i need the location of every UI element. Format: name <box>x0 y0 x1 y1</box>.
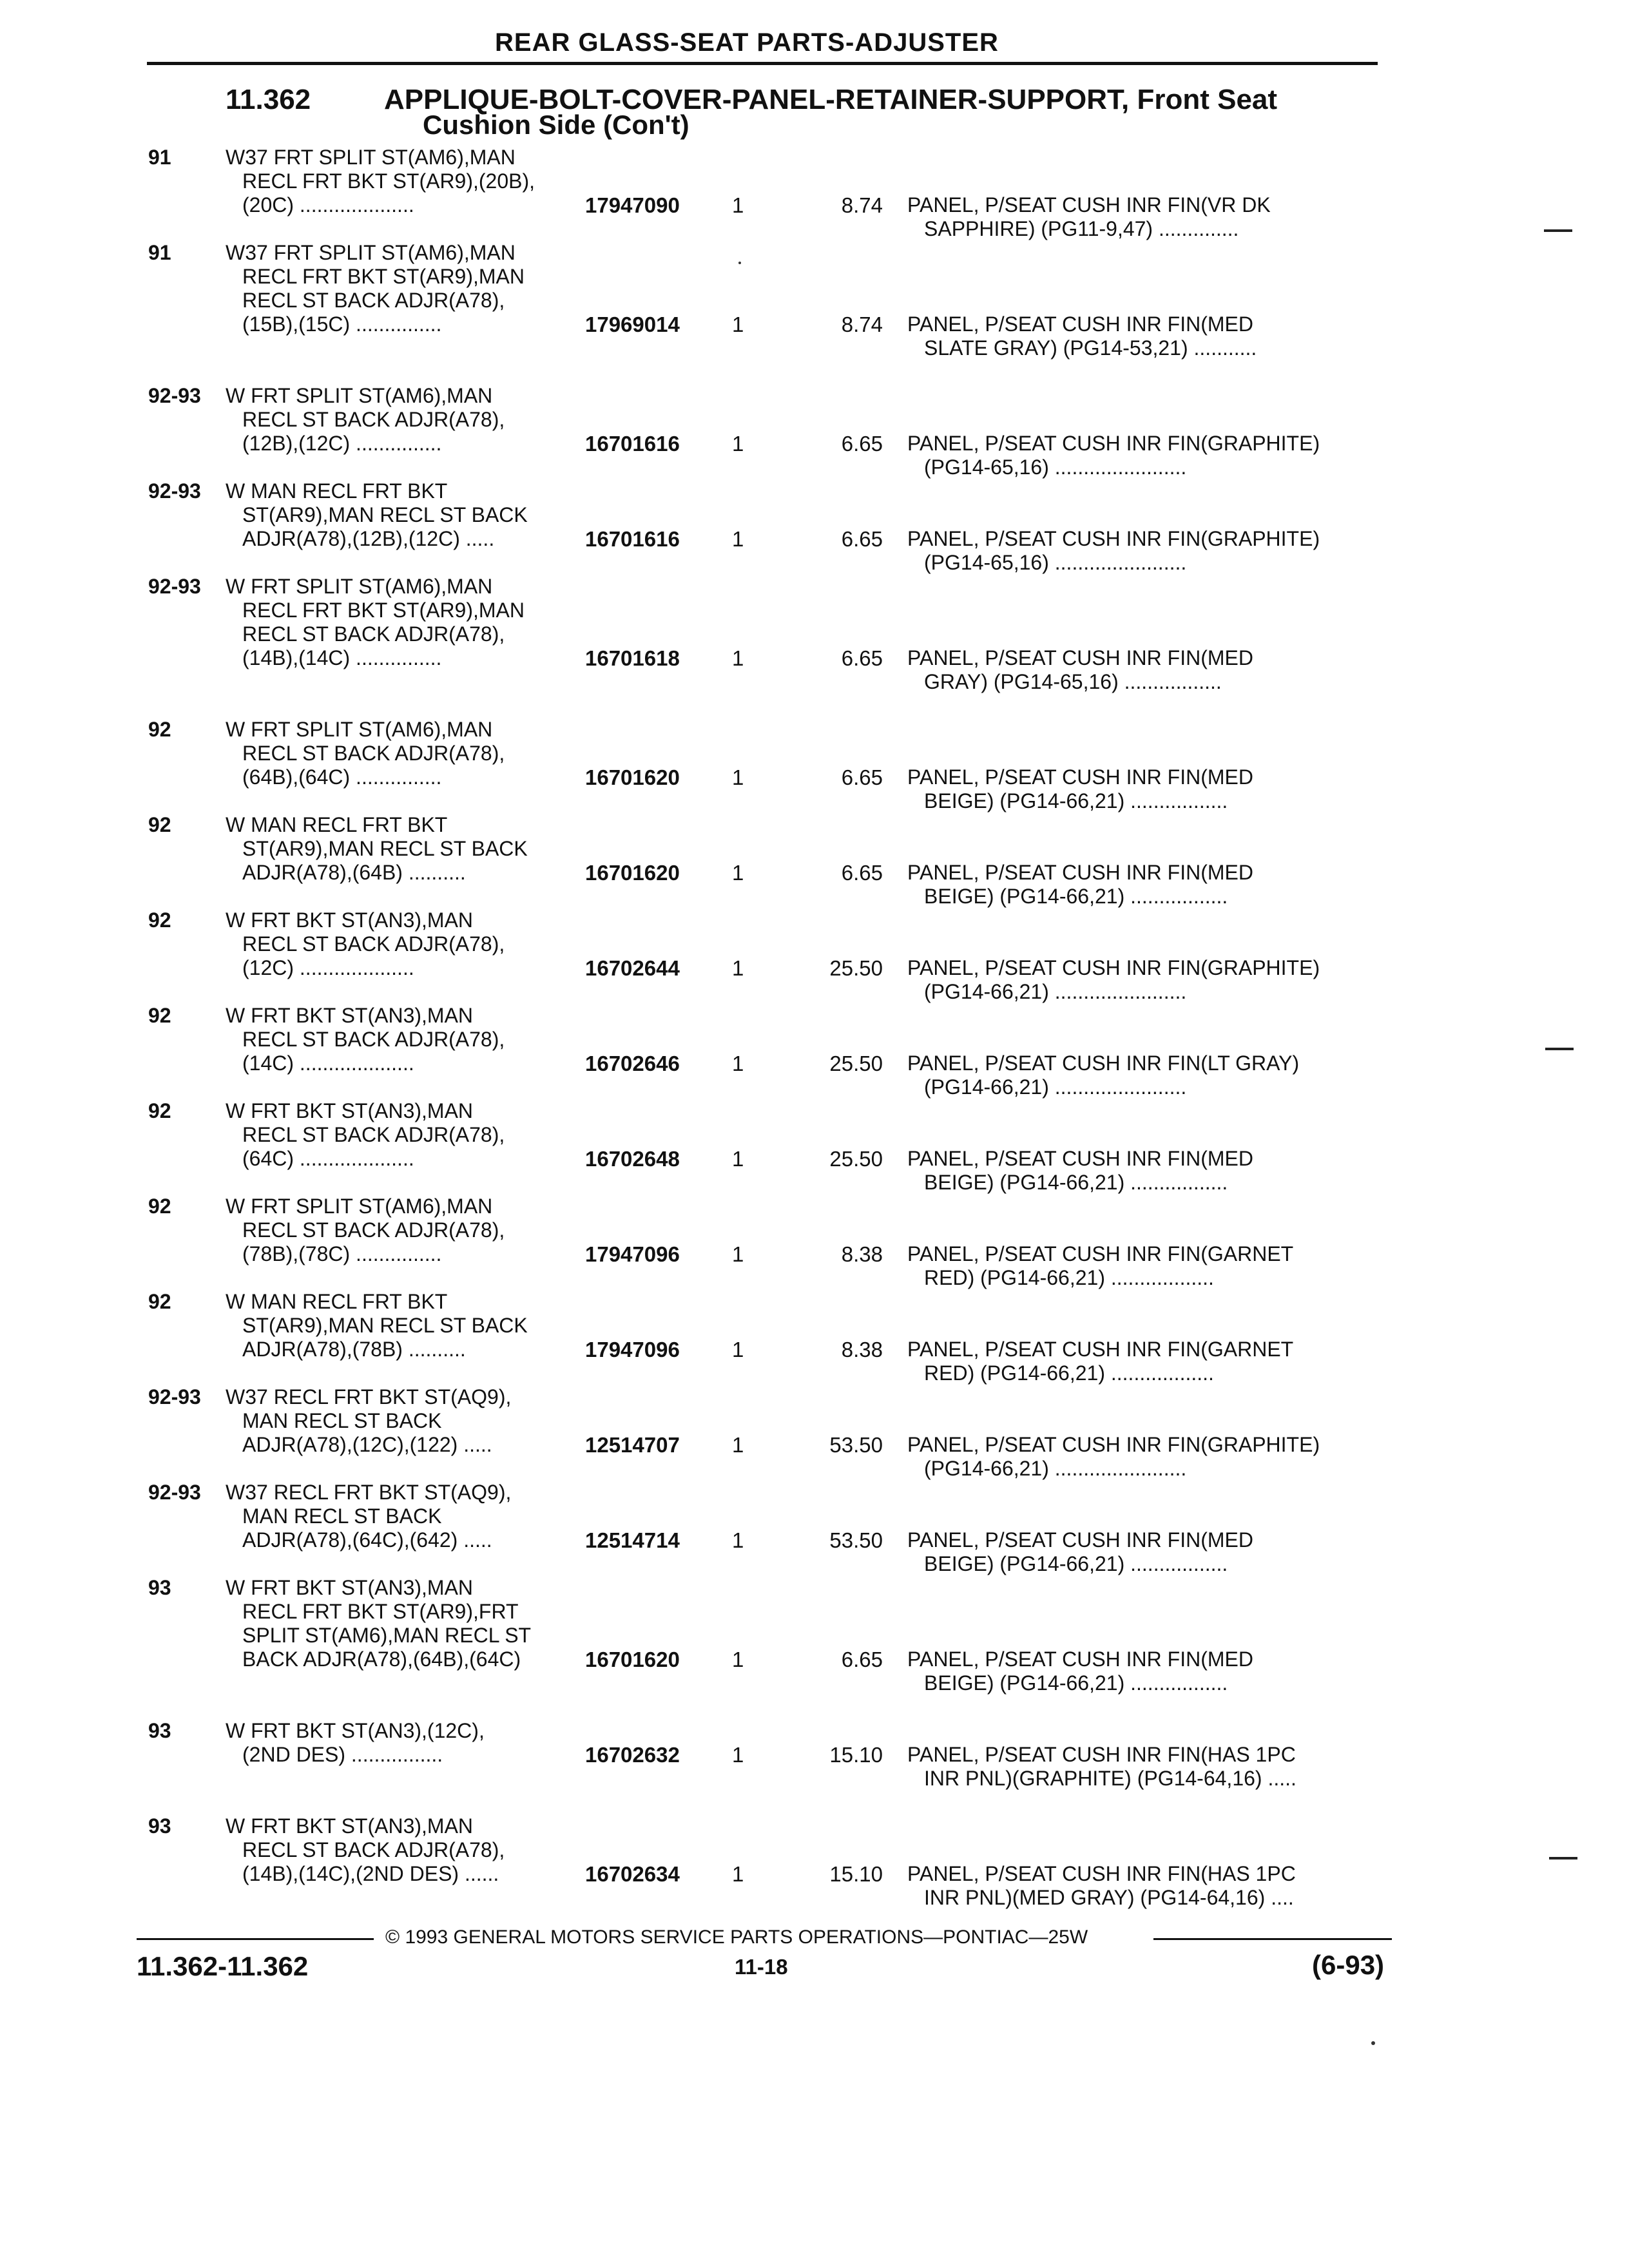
usage-line: ADJR(A78),(12B),(12C) ..... <box>242 527 495 550</box>
price: 6.65 <box>841 432 883 456</box>
part-name-line: PANEL, P/SEAT CUSH INR FIN(HAS 1PC <box>907 1862 1296 1885</box>
usage-line: RECL ST BACK ADJR(A78), <box>242 408 505 431</box>
page-title: REAR GLASS-SEAT PARTS-ADJUSTER <box>495 28 999 57</box>
quantity: 1 <box>732 765 744 789</box>
price: 6.65 <box>841 1648 883 1671</box>
part-name-line: PANEL, P/SEAT CUSH INR FIN(MED <box>907 1528 1253 1552</box>
quantity: 1 <box>732 1242 744 1266</box>
part-name-line: SAPPHIRE) (PG11-9,47) .............. <box>924 217 1239 240</box>
part-name <box>907 765 1253 813</box>
usage-line: W FRT SPLIT ST(AM6),MAN <box>226 1195 493 1218</box>
footer-copyright: © 1993 GENERAL MOTORS SERVICE PARTS OPERATIONS—PONTIAC—25W <box>385 1927 1088 1948</box>
part-name-line: PANEL, P/SEAT CUSH INR FIN(MED <box>907 1147 1253 1170</box>
part-number: 16701620 <box>585 861 680 885</box>
part-name <box>907 1242 1293 1290</box>
part-name-line: PANEL, P/SEAT CUSH INR FIN(MED <box>907 312 1253 336</box>
part-name-line: PANEL, P/SEAT CUSH INR FIN(GARNET <box>907 1338 1294 1361</box>
usage-line: W FRT SPLIT ST(AM6),MAN <box>226 384 493 407</box>
usage-description <box>226 479 586 551</box>
usage-line: (12C) .................... <box>242 956 414 979</box>
quantity: 1 <box>732 1648 744 1671</box>
header-rule <box>147 62 1378 65</box>
part-name-line: INR PNL)(GRAPHITE) (PG14-64,16) ..... <box>924 1767 1296 1790</box>
usage-description <box>226 1385 586 1457</box>
model-year: 92 <box>148 718 171 741</box>
price: 8.38 <box>841 1338 883 1361</box>
quantity: 1 <box>732 861 744 885</box>
footer-section-range: 11.362-11.362 <box>137 1951 309 1981</box>
quantity: 1 <box>732 646 744 670</box>
usage-line: W MAN RECL FRT BKT <box>226 1290 448 1313</box>
part-number: 16702644 <box>585 956 680 980</box>
usage-line: ST(AR9),MAN RECL ST BACK <box>242 1314 528 1337</box>
part-name <box>907 1052 1299 1099</box>
part-number: 16701618 <box>585 646 680 670</box>
usage-description <box>226 718 586 789</box>
usage-line: W37 FRT SPLIT ST(AM6),MAN <box>226 146 516 169</box>
part-number: 16702648 <box>585 1147 680 1171</box>
usage-line: (64C) .................... <box>242 1147 414 1170</box>
usage-line: (78B),(78C) ............... <box>242 1242 442 1265</box>
part-name <box>907 1743 1296 1791</box>
section-subtitle: Cushion Side (Con't) <box>423 110 689 140</box>
part-name <box>907 1338 1293 1385</box>
usage-line: MAN RECL ST BACK <box>242 1504 442 1528</box>
usage-line: BACK ADJR(A78),(64B),(64C) <box>242 1648 521 1671</box>
usage-description <box>226 1290 586 1361</box>
scan-speck <box>1371 2041 1375 2045</box>
usage-line: RECL ST BACK ADJR(A78), <box>242 742 505 765</box>
price: 8.74 <box>841 193 883 217</box>
margin-mark <box>1544 229 1572 232</box>
usage-line: RECL FRT BKT ST(AR9),MAN <box>242 599 525 622</box>
quantity: 1 <box>732 956 744 980</box>
quantity: 1 <box>732 1862 744 1886</box>
price: 8.38 <box>841 1242 883 1266</box>
usage-line: RECL FRT BKT ST(AR9),MAN <box>242 265 525 288</box>
part-name-line: RED) (PG14-66,21) .................. <box>924 1361 1214 1385</box>
usage-line: W37 FRT SPLIT ST(AM6),MAN <box>226 241 516 264</box>
usage-line: ADJR(A78),(64B) .......... <box>242 861 466 884</box>
usage-description <box>226 1481 586 1552</box>
part-number: 16702646 <box>585 1052 680 1075</box>
usage-line: RECL ST BACK ADJR(A78), <box>242 622 505 646</box>
quantity: 1 <box>732 1052 744 1075</box>
footer-rule-left <box>137 1938 374 1940</box>
model-year: 93 <box>148 1576 171 1599</box>
part-name-line: RED) (PG14-66,21) .................. <box>924 1266 1214 1289</box>
usage-line: W MAN RECL FRT BKT <box>226 479 448 503</box>
price: 8.74 <box>841 312 883 336</box>
part-name-line: INR PNL)(MED GRAY) (PG14-64,16) .... <box>924 1886 1294 1909</box>
model-year: 92 <box>148 1099 171 1122</box>
usage-line: W FRT BKT ST(AN3),(12C), <box>226 1719 485 1742</box>
usage-description <box>226 384 586 456</box>
price: 25.50 <box>829 956 883 980</box>
usage-line: RECL FRT BKT ST(AR9),(20B), <box>242 169 535 193</box>
model-year: 92 <box>148 1290 171 1313</box>
usage-line: RECL ST BACK ADJR(A78), <box>242 1218 505 1242</box>
margin-mark <box>1549 1857 1577 1860</box>
quantity: 1 <box>732 1433 744 1457</box>
quantity: 1 <box>732 527 744 551</box>
price: 6.65 <box>841 861 883 885</box>
quantity: 1 <box>732 1338 744 1361</box>
part-name <box>907 956 1320 1004</box>
usage-description <box>226 146 586 217</box>
model-year: 92-93 <box>148 1385 201 1408</box>
usage-line: RECL ST BACK ADJR(A78), <box>242 1838 505 1861</box>
part-number: 16702632 <box>585 1743 680 1767</box>
part-name-line: BEIGE) (PG14-66,21) ................. <box>924 1171 1228 1194</box>
usage-description <box>226 908 586 980</box>
price: 53.50 <box>829 1433 883 1457</box>
part-name <box>907 1528 1253 1576</box>
part-name <box>907 1147 1253 1195</box>
usage-line: W FRT BKT ST(AN3),MAN <box>226 1576 474 1599</box>
price: 25.50 <box>829 1052 883 1075</box>
usage-description <box>226 241 586 336</box>
quantity: 1 <box>732 432 744 456</box>
part-name-line: BEIGE) (PG14-66,21) ................. <box>924 1671 1228 1695</box>
part-name-line: PANEL, P/SEAT CUSH INR FIN(GRAPHITE) <box>907 527 1320 550</box>
usage-description <box>226 1195 586 1266</box>
model-year: 92-93 <box>148 384 201 407</box>
part-name-line: PANEL, P/SEAT CUSH INR FIN(MED <box>907 646 1253 669</box>
part-name-line: PANEL, P/SEAT CUSH INR FIN(MED <box>907 1648 1253 1671</box>
model-year: 92-93 <box>148 575 201 598</box>
part-name-line: PANEL, P/SEAT CUSH INR FIN(LT GRAY) <box>907 1052 1300 1075</box>
model-year: 92 <box>148 1195 171 1218</box>
part-name-line: BEIGE) (PG14-66,21) ................. <box>924 1552 1228 1575</box>
usage-line: RECL ST BACK ADJR(A78), <box>242 1123 505 1146</box>
usage-line: W37 RECL FRT BKT ST(AQ9), <box>226 1481 512 1504</box>
usage-line: W37 RECL FRT BKT ST(AQ9), <box>226 1385 512 1408</box>
margin-mark <box>1545 1048 1574 1050</box>
price: 25.50 <box>829 1147 883 1171</box>
usage-line: (12B),(12C) ............... <box>242 432 442 455</box>
usage-line: (14C) .................... <box>242 1052 414 1075</box>
quantity: 1 <box>732 1528 744 1552</box>
usage-line: ADJR(A78),(12C),(122) ..... <box>242 1433 492 1456</box>
usage-line: W FRT BKT ST(AN3),MAN <box>226 1099 474 1122</box>
part-name-line: SLATE GRAY) (PG14-53,21) ........... <box>924 336 1257 360</box>
part-number: 12514707 <box>585 1433 680 1457</box>
usage-description <box>226 575 586 670</box>
part-number: 17947096 <box>585 1242 680 1266</box>
model-year: 92 <box>148 908 171 932</box>
part-name-line: PANEL, P/SEAT CUSH INR FIN(GRAPHITE) <box>907 956 1320 979</box>
part-name <box>907 861 1253 908</box>
part-number: 16701616 <box>585 527 680 551</box>
usage-line: (2ND DES) ................ <box>242 1743 443 1766</box>
part-name <box>907 646 1253 694</box>
footer-revision-date: (6-93) <box>1312 1950 1385 1980</box>
part-number: 12514714 <box>585 1528 680 1552</box>
usage-line: SPLIT ST(AM6),MAN RECL ST <box>242 1624 532 1647</box>
usage-line: (64B),(64C) ............... <box>242 765 442 789</box>
part-number: 16701620 <box>585 1648 680 1671</box>
usage-line: RECL FRT BKT ST(AR9),FRT <box>242 1600 519 1623</box>
part-name-line: BEIGE) (PG14-66,21) ................. <box>924 885 1228 908</box>
price: 53.50 <box>829 1528 883 1552</box>
usage-line: RECL ST BACK ADJR(A78), <box>242 932 505 956</box>
footer-rule-right <box>1153 1938 1392 1940</box>
part-name-line: PANEL, P/SEAT CUSH INR FIN(VR DK <box>907 193 1271 216</box>
part-name-line: (PG14-65,16) ....................... <box>924 551 1187 574</box>
usage-line: ST(AR9),MAN RECL ST BACK <box>242 837 528 860</box>
price: 6.65 <box>841 646 883 670</box>
part-name <box>907 1862 1296 1910</box>
part-number: 16701616 <box>585 432 680 456</box>
usage-line: (14B),(14C),(2ND DES) ...... <box>242 1862 499 1885</box>
price: 15.10 <box>829 1862 883 1886</box>
part-number: 16702634 <box>585 1862 680 1886</box>
usage-description <box>226 1814 586 1886</box>
quantity: 1 <box>732 1147 744 1171</box>
usage-line: (14B),(14C) ............... <box>242 646 442 669</box>
usage-description <box>226 813 586 885</box>
model-year: 92-93 <box>148 1481 201 1504</box>
usage-description <box>226 1576 586 1671</box>
model-year: 93 <box>148 1719 171 1742</box>
usage-line: W FRT BKT ST(AN3),MAN <box>226 1814 474 1838</box>
usage-line: (20C) .................... <box>242 193 414 216</box>
model-year: 91 <box>148 146 171 169</box>
part-name-line: BEIGE) (PG14-66,21) ................. <box>924 789 1228 812</box>
part-number: 17947090 <box>585 193 680 217</box>
usage-line: RECL ST BACK ADJR(A78), <box>242 1028 505 1051</box>
usage-description <box>226 1004 586 1075</box>
part-name-line: (PG14-66,21) ....................... <box>924 1457 1187 1480</box>
model-year: 91 <box>148 241 171 264</box>
part-name-line: PANEL, P/SEAT CUSH INR FIN(GRAPHITE) <box>907 432 1320 455</box>
usage-description <box>226 1099 586 1171</box>
part-name-line: PANEL, P/SEAT CUSH INR FIN(MED <box>907 765 1253 789</box>
model-year: 92-93 <box>148 479 201 503</box>
model-year: 92 <box>148 1004 171 1027</box>
section-number: 11.362 <box>226 84 311 115</box>
part-name-line: PANEL, P/SEAT CUSH INR FIN(HAS 1PC <box>907 1743 1296 1766</box>
model-year: 93 <box>148 1814 171 1838</box>
quantity: 1 <box>732 193 744 217</box>
usage-line: ADJR(A78),(78B) .......... <box>242 1338 466 1361</box>
usage-line: RECL ST BACK ADJR(A78), <box>242 289 505 312</box>
part-name-line: (PG14-66,21) ....................... <box>924 980 1187 1003</box>
part-number: 16701620 <box>585 765 680 789</box>
usage-line: W FRT SPLIT ST(AM6),MAN <box>226 575 493 598</box>
usage-description <box>226 1719 586 1767</box>
quantity: 1 <box>732 1743 744 1767</box>
price: 15.10 <box>829 1743 883 1767</box>
price: 6.65 <box>841 527 883 551</box>
part-name-line: PANEL, P/SEAT CUSH INR FIN(MED <box>907 861 1253 884</box>
usage-line: ADJR(A78),(64C),(642) ..... <box>242 1528 492 1552</box>
price: 6.65 <box>841 765 883 789</box>
model-year: 92 <box>148 813 171 836</box>
part-name <box>907 193 1271 241</box>
usage-line: W MAN RECL FRT BKT <box>226 813 448 836</box>
quantity: 1 <box>732 312 744 336</box>
part-number: 17947096 <box>585 1338 680 1361</box>
part-name <box>907 432 1320 479</box>
usage-line: (15B),(15C) ............... <box>242 312 442 336</box>
part-name-line: PANEL, P/SEAT CUSH INR FIN(GRAPHITE) <box>907 1433 1320 1456</box>
section-title: APPLIQUE-BOLT-COVER-PANEL-RETAINER-SUPPORT, Front Seat <box>384 84 1278 115</box>
footer-page-number: 11-18 <box>735 1955 788 1979</box>
part-name-line: (PG14-66,21) ....................... <box>924 1075 1187 1099</box>
scan-speck <box>738 262 741 264</box>
part-name-line: GRAY) (PG14-65,16) ................. <box>924 670 1222 693</box>
usage-line: W FRT BKT ST(AN3),MAN <box>226 908 474 932</box>
part-number: 17969014 <box>585 312 680 336</box>
usage-line: ST(AR9),MAN RECL ST BACK <box>242 503 528 526</box>
part-name <box>907 1433 1320 1481</box>
usage-line: W FRT BKT ST(AN3),MAN <box>226 1004 474 1027</box>
part-name <box>907 1648 1253 1695</box>
part-name <box>907 527 1320 575</box>
part-name-line: PANEL, P/SEAT CUSH INR FIN(GARNET <box>907 1242 1294 1265</box>
usage-line: MAN RECL ST BACK <box>242 1409 442 1432</box>
part-name <box>907 312 1257 360</box>
usage-line: W FRT SPLIT ST(AM6),MAN <box>226 718 493 741</box>
part-name-line: (PG14-65,16) ....................... <box>924 456 1187 479</box>
